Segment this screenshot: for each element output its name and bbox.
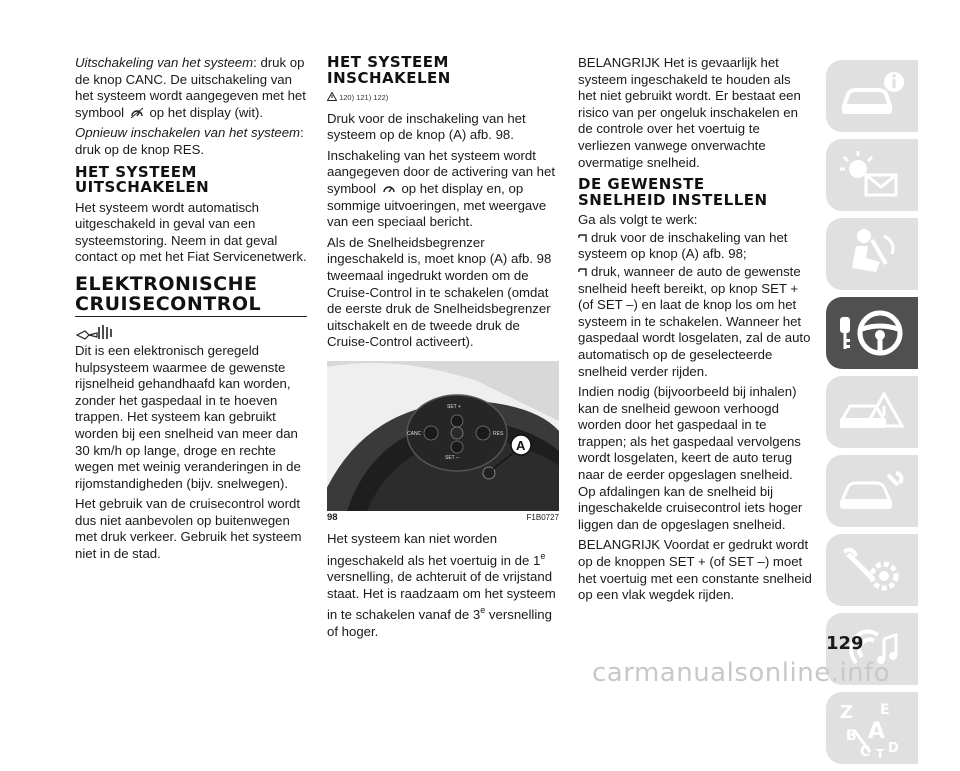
- tab-car-service[interactable]: [826, 455, 918, 527]
- paragraph-uitschakeling: Uitschakeling van het systeem: druk op de knop CANC. De uitschakeling van het systeem wordt aangegeven met het symbool op het display (wit).: [75, 55, 306, 120]
- paragraph-belangrijk-2: BELANGRIJK Voordat er gedrukt wordt op de knoppen SET + (of SET –) moet het voertuig met een constante snelheid op een vlak wegdek rijden.: [578, 537, 812, 603]
- set-plus-label: SET +: [447, 403, 461, 410]
- tab-warning-lights[interactable]: [826, 139, 918, 211]
- index-letter: C: [860, 744, 871, 760]
- heading-cruisecontrol: ELEKTRONISCHE CRUISECONTROL: [75, 272, 262, 315]
- set-minus-label: SET –: [445, 454, 459, 461]
- paragraph-versnelling: Het systeem kan niet worden ingeschakeld als het voertuig in de 1e versnelling, de achteruit of de vrijstand staat. Het is raadzaam om het systeem in te schakelen vanaf de 3e versnelling of hoger.: [327, 530, 556, 639]
- steering-wheel-figure: [327, 361, 559, 511]
- page-number: 129: [826, 633, 864, 654]
- seat-airbag-icon: [826, 218, 918, 290]
- warning-references: 120) 121) 122): [327, 90, 559, 107]
- bullet-item-1: druk voor de inschakeling van het systeem op knop (A) afb. 98;: [578, 229, 788, 262]
- heading-rule: [75, 316, 307, 317]
- cruise-off-icon: [130, 107, 144, 119]
- tab-index[interactable]: [826, 692, 918, 764]
- figure-code: F1B0727: [526, 512, 559, 522]
- index-letter: D: [888, 741, 899, 756]
- tab-seat-airbag[interactable]: [826, 218, 918, 290]
- paragraph-activering: Inschakeling van het systeem wordt aangegeven door de activering van het symbool op het display en, op sommige uitvoeringen, met weergave van een speciaal bericht.: [327, 147, 556, 230]
- heading-uitschakelen: HET SYSTEEM UITSCHAKELEN: [75, 162, 210, 197]
- tools-gear-icon: [826, 534, 918, 606]
- res-label: RES: [493, 430, 504, 437]
- column-left: [75, 55, 307, 567]
- figure-number: 98: [327, 511, 338, 523]
- paragraph-inhalen: Indien nodig (bijvoorbeeld bij inhalen) kan de snelheid gewoon verhoogd worden door het gaspedaal in te trappen; als het gaspedaal vervolgens wordt losgelaten, keert de auto terug naar de eerder opgeslagen snelheid. Op afdalingen kan de snelheid bij ingeschakelde cruisecontrol iets hoger liggen dan de opgeslagen snelheid.: [578, 384, 803, 532]
- heading-gewenste-snelheid: DE GEWENSTE SNELHEID INSTELLEN: [578, 175, 768, 209]
- index-letters-icon: [826, 692, 918, 764]
- paragraph-belangrijk-1: BELANGRIJK Het is gevaarlijk het systeem ingeschakeld te houden als het niet gebruikt wordt. Er bestaat een risico van per ongeluk inschakelen en de controle over het voertuig te verliezen vanwege onverwachte overmatige snelheid.: [578, 55, 801, 170]
- steering-key-icon: [826, 297, 918, 369]
- paragraph-werkwijze: Ga als volgt te werk:: [578, 212, 698, 228]
- bullet-item-2: druk, wanneer de auto de gewenste snelheid heeft bereikt, op knop SET + (of SET –) en laat de knop los om het systeem in te schakelen. Wanneer het gaspedaal wordt losgelaten, zal de auto automatisch op de geselecteerde snelheid verder rijden.: [578, 263, 811, 379]
- figure-caption: [327, 513, 559, 523]
- accident-road-icon: [826, 376, 918, 448]
- steering-wheel-illustration: [327, 361, 559, 511]
- cruise-speedometer-icon: [382, 183, 396, 195]
- column-middle: [327, 55, 559, 644]
- warning-triangle-icon: [327, 92, 337, 101]
- heading-inschakelen: HET SYSTEEM INSCHAKELEN: [327, 53, 451, 87]
- canc-label: CANC: [407, 430, 422, 437]
- tab-accident-road[interactable]: [826, 376, 918, 448]
- tab-tools[interactable]: [826, 534, 918, 606]
- warning-hand-icon: [75, 323, 115, 341]
- watermark: carmanualsonline.info: [592, 658, 891, 688]
- paragraph-gebruik: Het gebruik van de cruisecontrol wordt dus niet aanbevolen op buitenwegen met druk verkeer. Gebruik het systeem niet in de stad.: [75, 496, 302, 562]
- tab-car-info[interactable]: [826, 60, 918, 132]
- index-letter: A: [868, 719, 886, 744]
- index-letter: T: [876, 747, 885, 761]
- paragraph-storing: Het systeem wordt automatisch uitgeschakeld in geval van een systeemstoring. Neem in dat geval contact op met het Fiat Servicenetwerk.: [75, 199, 307, 265]
- index-letter: B: [846, 728, 857, 744]
- paragraph-beschrijving: Dit is een elektronisch geregeld hulpsysteem waarmee de gewenste rijsnelheid gehandhaafd kan worden, zonder het gaspedaal in te hoeven trappen. Het systeem kan gebruikt worden bij een snelheid van meer dan 30 km/h op lange, droge en rechte wegen met weinig veranderingen in de rijomstandigheden (bijv. snelwegen).: [75, 342, 301, 491]
- paragraph-snelheidsbegrenzer: Als de Snelheidsbegrenzer ingeschakeld is, moet knop (A) afb. 98 tweemaal ingedrukt worden om de Cruise-Control in te schakelen (omdat de eerste druk de Snelheidsbegrenzer uitschakelt en de tweede druk de Cruise-Control activeert).: [327, 234, 552, 350]
- bullet-icon: [578, 268, 588, 277]
- paragraph-opnieuw: Opnieuw inschakelen van het systeem: druk op de knop RES.: [75, 125, 304, 157]
- bullet-icon: [578, 234, 588, 243]
- car-service-icon: [826, 455, 918, 527]
- callout-label: A: [516, 437, 526, 453]
- warning-lights-icon: [826, 139, 918, 211]
- column-right: [578, 55, 812, 608]
- paragraph-druk: Druk voor de inschakeling van het systeem op de knop (A) afb. 98.: [327, 110, 526, 143]
- index-letter: E: [880, 702, 890, 718]
- tab-steering-key[interactable]: [826, 297, 918, 369]
- index-letter: Z: [840, 702, 854, 723]
- car-info-icon: [826, 60, 918, 132]
